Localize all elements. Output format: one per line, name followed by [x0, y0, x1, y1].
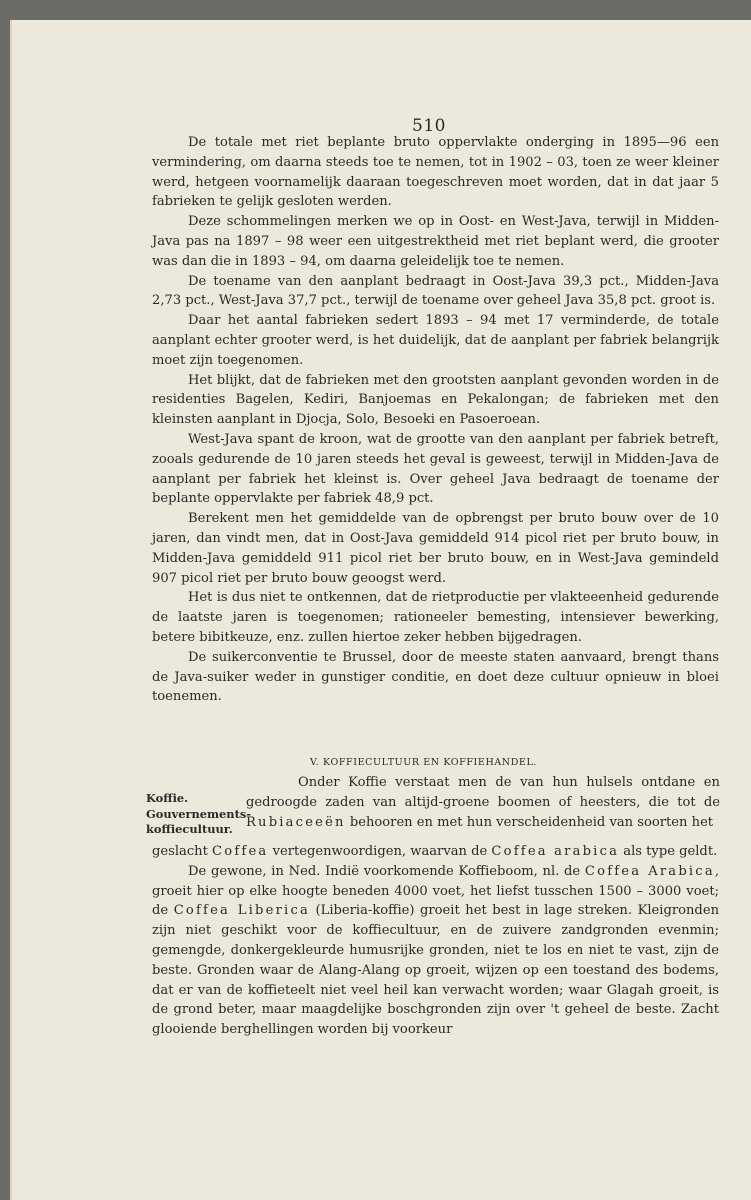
spaced-term: Coffea Liberica	[173, 903, 310, 919]
paragraph: Het blijkt, dat de fabrieken met den grootsten aanplant gevonden worden in de residenties Bagelen, Kediri, Banjoemas en Pekalongan; de fabrieken met den kleinsten aanplant in Djocja, Solo, Besoeki en Pasoeroean.	[152, 372, 719, 428]
spaced-term: Coffea	[212, 844, 269, 859]
paragraph	[246, 773, 720, 832]
text-run: geslacht	[152, 844, 213, 859]
paragraph: De toename van den aanplant bedraagt in Oost-Java 39,3 pct., Midden-Java 2,73 pct., West-Java 37,7 pct., terwijl de toename over geheel Java 35,8 pct. groot is.	[152, 273, 719, 309]
text-run: vertegenwoordigen, waarvan de	[268, 844, 492, 859]
paragraph: De suikerconventie te Brussel, door de meeste staten aanvaard, brengt thans de Java-suiker weder in gunstiger conditie, en doet deze cultuur opnieuw in bloei toenemen.	[152, 649, 719, 705]
text-run: behooren en met hun verscheidenheid van soorten het	[345, 814, 714, 830]
body-text-bottom	[152, 842, 719, 1040]
paragraph: Deze schommelingen merken we op in Oost- en West-Java, terwijl in Midden-Java pas na 1897 – 98 weer een uitgestrektheid met riet beplant werd, die grooter was dan die in 1893 – 94, om daarna geleidelijk toe te nemen.	[152, 214, 719, 269]
margin-note: Koffie. Gouvernements-koffiecultuur.	[146, 791, 251, 837]
paragraph: De totale met riet beplante bruto oppervlakte onderging in 1895—96 een vermindering, om daarna steeds toe te nemen, tot in 1902 – 03, toen ze weer kleiner werd, hetgeen voornamelijk daaraan toegeschreven moet worden, dat in dat jaar 5 fabrieken te gelijk gesloten werden.	[152, 135, 719, 210]
spaced-term: Coffea arabica	[491, 844, 620, 859]
text-run: als type geldt.	[619, 844, 718, 859]
paragraph	[152, 862, 719, 1040]
paragraph: West-Java spant de kroon, wat de grootte van den aanplant per fabriek betreft, zooals gedurende de 10 jaren steeds het geval is geweest, terwijl in Midden-Java de aanplant per fabriek het kleinst is. Over geheel Java bedraagt de toename der beplante oppervlakte per fabriek 48,9 pct.	[152, 431, 719, 507]
text-run: , groeit hier op elke hoogte beneden 4000 voet, het liefst tusschen 1500 – 3000 voet; de	[152, 863, 719, 919]
text-run: Onder Koffie verstaat men de van hun hulsels ontdane en gedroogde zaden van altijd-groene boomen of heesters, die tot de	[246, 775, 720, 810]
paragraph-continuation	[152, 842, 719, 862]
text-run: (Liberia-koffie) groeit het best in lage streken. Kleigronden zijn niet geschikt voor de koffiecultuur, en de zuivere zandgronden evenmin; gemengde, donkergekleurde humusrijke gronden, niet te los en niet te vast, zijn de beste. Gronden waar de Alang-Alang op groeit, wijzen op een toestand des bodems, dat er van de koffieteelt niet veel heil kan verwacht worden; waar Glagah groeit, is de grond beter, maar maagdelijke boschgronden zijn over 't geheel de beste. Zacht glooiende berghellingen worden bij voorkeur	[152, 903, 720, 1038]
paragraph: Het is dus niet te ontkennen, dat de rietproductie per vlakteeenheid gedurende de laatste jaren is toegenomen; rationeeler bemesting, intensiever bewerking, betere bibitkeuze, enz. zullen hiertoe zeker hebben bijgedragen.	[152, 590, 719, 645]
paragraph: Berekent men het gemiddelde van de opbrengst per bruto bouw over de 10 jaren, dan vindt men, dat in Oost-Java gemiddeld 914 picol riet per bruto bouw, in Midden-Java gemiddeld 911 picol riet ber bruto bouw, en in West-Java gemindeld 907 picol riet per bruto bouw geoogst werd.	[152, 511, 719, 586]
section-first-paragraph	[246, 773, 720, 832]
body-text-top	[152, 133, 719, 707]
spaced-term: Rubiaceeën	[246, 814, 346, 830]
section-heading: V. KOFFIECULTUUR EN KOFFIEHANDEL.	[310, 757, 537, 768]
paragraph: Daar het aantal fabrieken sedert 1893 – 94 met 17 verminderde, de totale aanplant echter grooter werd, is het duidelijk, dat de aanplant per fabriek belangrijk moet zijn toegenomen.	[152, 313, 719, 368]
page-number: 510	[412, 116, 446, 136]
text-run: De gewone, in Ned. Indië voorkomende Koffieboom, nl. de	[188, 863, 585, 879]
spaced-term: Coffea Arabica	[584, 863, 715, 879]
